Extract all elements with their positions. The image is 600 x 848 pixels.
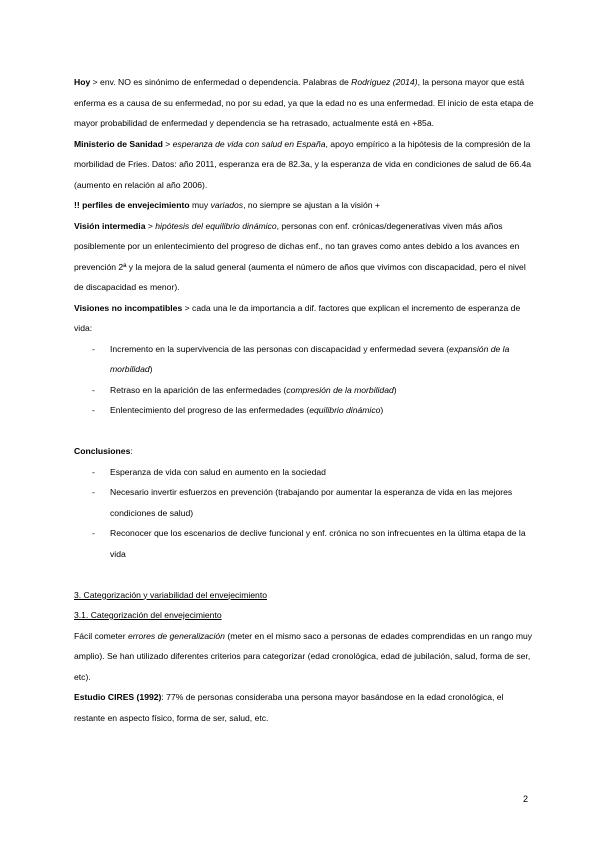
document-page xyxy=(74,72,536,728)
list-dash: - xyxy=(92,528,95,538)
list-item: - Retraso en la aparición de las enfermedades (compresión de la morbilidad) xyxy=(74,380,536,401)
section-heading: 3. Categorización y variabilidad del envejecimiento xyxy=(74,589,267,600)
list-item: - Reconocer que los escenarios de declive funcional y enf. crónica no son infrecuentes en la última etapa de la vida xyxy=(74,523,536,564)
list-dash: - xyxy=(92,343,95,354)
paragraph-perfiles: !! perfiles de envejecimiento muy variados, no siempre se ajustan a la visión + xyxy=(74,200,380,210)
paragraph-hoy: Hoy > env. NO es sinónimo de enfermedad o dependencia. Palabras de Rodriguez (2014), la persona mayor que está enferma es a causa de su enfermedad, no por su edad, ya que la edad no es una enfermedad. El inicio de esta etapa de mayor probabilidad de enfermedad y dependencia se ha retrasado, actualmente está en +85a. xyxy=(74,77,534,128)
italic-term: variados xyxy=(210,200,244,210)
paragraph-visiones: Visiones no incompatibles > cada una le da importancia a dif. factores que explican el incremento de esperanza de vida: xyxy=(74,302,521,333)
paragraph-vision-intermedia: Visión intermedia > hipótesis del equilibrio dinámico, personas con enf. crónicas/degenerativas viven más años posiblemente por un enlentecimiento del progreso de dichas enf., no tan graves como antes debido a los avances en prevención 2ª y la mejora de la salud general (aumenta el número de años que vivimos con discapacidad, pero el nivel de discapacidad es menor). xyxy=(74,220,526,292)
italic-term: errores de generalización xyxy=(127,630,225,641)
bold-term: Visiones no incompatibles xyxy=(74,302,183,313)
paragraph-errores: Fácil cometer errores de generalización (meter en el mismo saco a personas de edades comprendidas en un rango muy amplio). Se han utilizado diferentes criterios para categorizar (edad cronológica, edad de jubilación, salud, forma de ser, etc). xyxy=(74,630,533,682)
list-item: - Esperanza de vida con salud en aumento en la sociedad xyxy=(74,462,536,483)
list-dash: - xyxy=(92,405,95,415)
list-item: - Necesario invertir esfuerzos en prevención (trabajando por aumentar la esperanza de vida en las mejores condiciones de salud) xyxy=(74,482,536,523)
bold-term: Ministerio de Sanidad xyxy=(74,138,163,149)
bold-term: !! perfiles de envejecimiento xyxy=(74,200,190,210)
subsection-heading: 3.1. Categorización del envejecimiento xyxy=(74,610,222,620)
page-number: 2 xyxy=(523,794,529,804)
list-dash: - xyxy=(92,384,95,395)
bold-term: Visión intermedia xyxy=(74,220,146,231)
italic-term: hipótesis del equilibrio dinámico xyxy=(155,220,277,231)
list-item: - Enlentecimiento del progreso de las enfermedades (equilibrio dinámico) xyxy=(74,400,536,421)
list-item: - Incremento en la supervivencia de las personas con discapacidad y enfermedad severa (expansión de la morbilidad) xyxy=(74,339,536,380)
list-dash: - xyxy=(92,487,95,497)
paragraph-ministerio: Ministerio de Sanidad > esperanza de vida con salud en España, apoyo empírico a la hipótesis de la compresión de la morbilidad de Fries. Datos: año 2011, esperanza era de 82.3a, y la esperanza de vida en condiciones de salud de 66.4a (aumento en relación al año 2006). xyxy=(74,138,532,190)
list-factors xyxy=(74,339,536,421)
italic-term: esperanza de vida con salud en España xyxy=(172,138,326,149)
citation: Rodriguez (2014) xyxy=(351,77,418,87)
conclusions-heading: Conclusiones: xyxy=(74,446,133,456)
list-dash: - xyxy=(92,466,95,477)
list-conclusions xyxy=(74,462,536,565)
bold-term: Hoy xyxy=(74,77,91,87)
bold-term: Estudio CIRES (1992) xyxy=(74,692,162,702)
paragraph-cires: Estudio CIRES (1992): 77% de personas consideraba una persona mayor basándose en la edad cronológica, el restante en aspecto físico, forma de ser, salud, etc. xyxy=(74,692,504,723)
